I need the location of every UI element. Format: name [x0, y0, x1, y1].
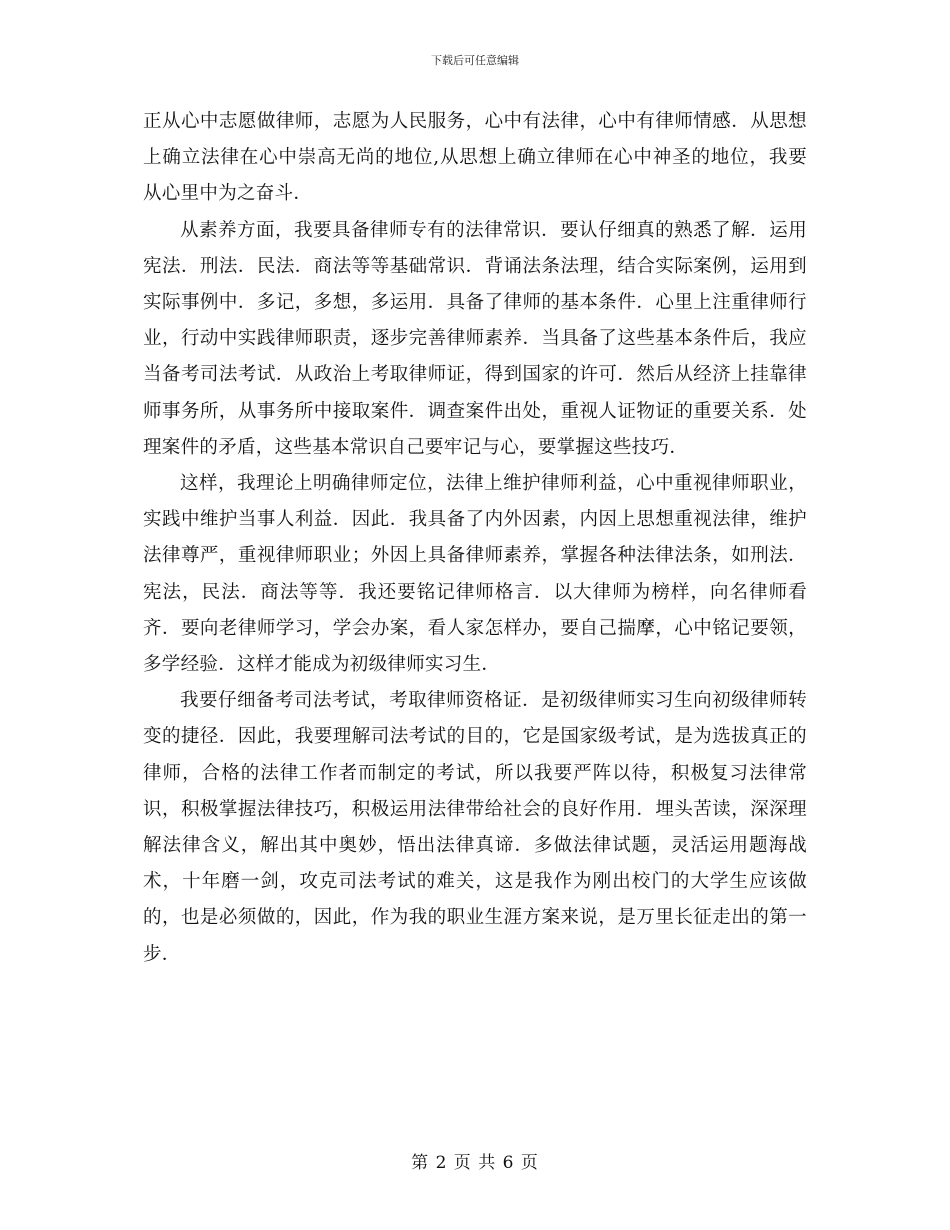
paragraph-2: 从素养方面，我要具备律师专有的法律常识．要认仔细真的熟悉了解．运用宪法．刑法．民法．商法等等基础常识．背诵法条法理，结合实际案例，运用到实际事例中．多记，多想，多运用．具备了律师的基本条件．心里上注重律师行业，行动中实践律师职责，逐步完善律师素养．当具备了这些基本条件后，我应当备考司法考试．从政治上考取律师证，得到国家的许可．然后从经济上挂靠律师事务所，从事务所中接取案件．调查案件出处，重视人证物证的重要关系．处理案件的矛盾，这些基本常识自己要牢记与心，要掌握这些技巧． — [143, 219, 807, 458]
page-header: 下载后可任意编辑 — [431, 54, 519, 67]
document-body — [143, 104, 807, 973]
paragraph-3: 这样，我理论上明确律师定位，法律上维护律师利益，心中重视律师职业，实践中维护当事人利益．因此．我具备了内外因素，内因上思想重视法律，维护法律尊严，重视律师职业；外因上具备律师素养，掌握各种法律法条，如刑法．宪法，民法．商法等等．我还要铭记律师格言．以大律师为榜样，向名律师看齐．要向老律师学习，学会办案，看人家怎样办，要自己揣摩，心中铭记要领，多学经验．这样才能成为初级律师实习生． — [143, 473, 807, 676]
paragraph-4: 我要仔细备考司法考试，考取律师资格证．是初级律师实习生向初级律师转变的捷径．因此，我要理解司法考试的目的，它是国家级考试，是为选拔真正的律师，合格的法律工作者而制定的考试，所以我要严阵以待，积极复习法律常识，积极掌握法律技巧，积极运用法律带给社会的良好作用．埋头苦读，深深理解法律含义，解出其中奥妙，悟出法律真谛．多做法律试题，灵活运用题海战术，十年磨一剑，攻克司法考试的难关，这是我作为刚出校门的大学生应该做的，也是必须做的，因此，作为我的职业生涯方案来说，是万里长征走出的第一步． — [143, 690, 807, 965]
paragraph-1: 正从心中志愿做律师，志愿为人民服务，心中有法律，心中有律师情感．从思想上确立法律在心中崇高无尚的地位,从思想上确立律师在心中神圣的地位，我要从心里中为之奋斗． — [143, 111, 807, 205]
page-footer: 第 2 页 共 6 页 — [411, 1153, 539, 1173]
